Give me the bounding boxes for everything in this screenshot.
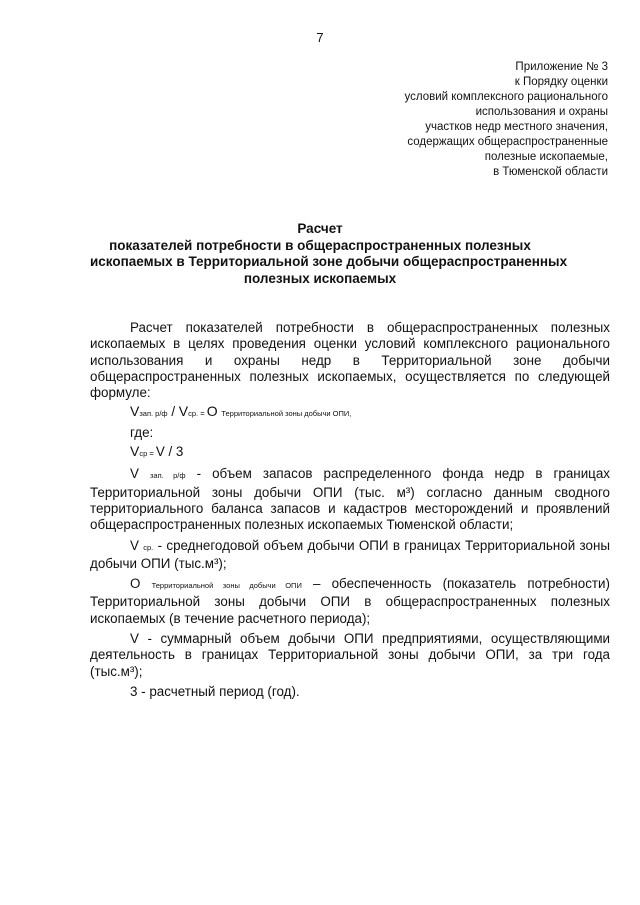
- definition-subscript: ср.: [143, 542, 154, 552]
- appendix-line: условий комплексного рационального: [404, 91, 608, 103]
- formula-subscript: ср.: [188, 409, 199, 419]
- formula-rhs: V / 3: [155, 444, 184, 460]
- formula-subscript: зап. р/ф: [139, 409, 168, 419]
- formula-symbol: О: [206, 403, 218, 420]
- document-title: [90, 221, 568, 287]
- appendix-note: [308, 60, 608, 180]
- definition-paragraph: [90, 466, 610, 533]
- definition-symbol: V: [130, 537, 139, 553]
- definition-text: - объем запасов распределенного фонда недр в границах Территориальной зоны добычи ОПИ (тыс. м³) согласно данным сводного территориального баланса запасов и кадастров месторождений и проявлений общераспространенных полезных ископаемых Тюменской области;: [90, 466, 610, 533]
- formula-operator: /: [167, 404, 179, 420]
- title-line: показателей потребности в общераспространенных полезных: [109, 237, 531, 253]
- formula-operator: =: [147, 449, 156, 459]
- appendix-line: Приложение № 3: [515, 61, 608, 73]
- appendix-line: в Тюменской области: [493, 166, 608, 178]
- where-label: где:: [130, 424, 154, 440]
- definition-subscript: Территориальной зоны добычи ОПИ: [151, 581, 302, 591]
- title-line: Расчет: [297, 221, 343, 236]
- formula-operator: =: [198, 409, 207, 419]
- intro-paragraph: Расчет показателей потребности в общераспространенных полезных ископаемых в целях проведения оценки условий комплексного рационального использования и охраны недр в Территориальной зоне добычи общераспространенных полезных ископаемых, осуществляется по следующей формуле:: [90, 320, 610, 401]
- page-number: 7: [316, 30, 324, 45]
- formula-symbol: V: [130, 443, 140, 460]
- formula-symbol: V: [130, 403, 140, 420]
- definition-paragraph: [90, 631, 610, 680]
- appendix-line: использования и охраны: [475, 106, 608, 118]
- definition-symbol: 3: [130, 683, 138, 699]
- appendix-line: участков недр местного значения,: [425, 121, 608, 133]
- definition-paragraph: [90, 538, 610, 573]
- definition-symbol: V: [130, 466, 139, 482]
- definition-text: - среднегодовой объем добычи ОПИ в границах Территориальной зоны добычи ОПИ (тыс.м³);: [90, 537, 610, 571]
- definition-text: - расчетный период (год).: [137, 683, 300, 699]
- definition-text: – обеспеченность (показатель потребности) Территориальной зоны добычи ОПИ в общераспространенных полезных ископаемых (в течение расчетного периода);: [90, 576, 610, 626]
- definition-paragraph: [90, 684, 610, 700]
- appendix-line: содержащих общераспространенные: [407, 136, 608, 148]
- formula-subscript: ср: [139, 449, 148, 459]
- title-line: ископаемых в Территориальной зоне добычи общераспространенных: [90, 254, 568, 269]
- secondary-formula: [130, 443, 610, 462]
- definition-subscript: зап. р/ф: [149, 471, 186, 481]
- title-line: полезных ископаемых: [243, 270, 397, 286]
- appendix-line: к Порядку оценки: [514, 76, 608, 88]
- formula-symbol: V: [178, 403, 189, 420]
- formula-subscript: Территориальной зоны добычи ОПИ,: [221, 409, 352, 419]
- main-formula: [130, 403, 610, 422]
- definition-symbol: V: [130, 631, 139, 647]
- definition-text: - суммарный объем добычи ОПИ предприятиями, осуществляющими деятельность в границах Территориальной зоны добычи ОПИ, за три года (тыс.м³);: [90, 631, 610, 679]
- document-body: [90, 320, 610, 700]
- definition-paragraph: [90, 576, 610, 627]
- definition-symbol: О: [130, 576, 141, 592]
- appendix-line: полезные ископаемые,: [484, 151, 608, 163]
